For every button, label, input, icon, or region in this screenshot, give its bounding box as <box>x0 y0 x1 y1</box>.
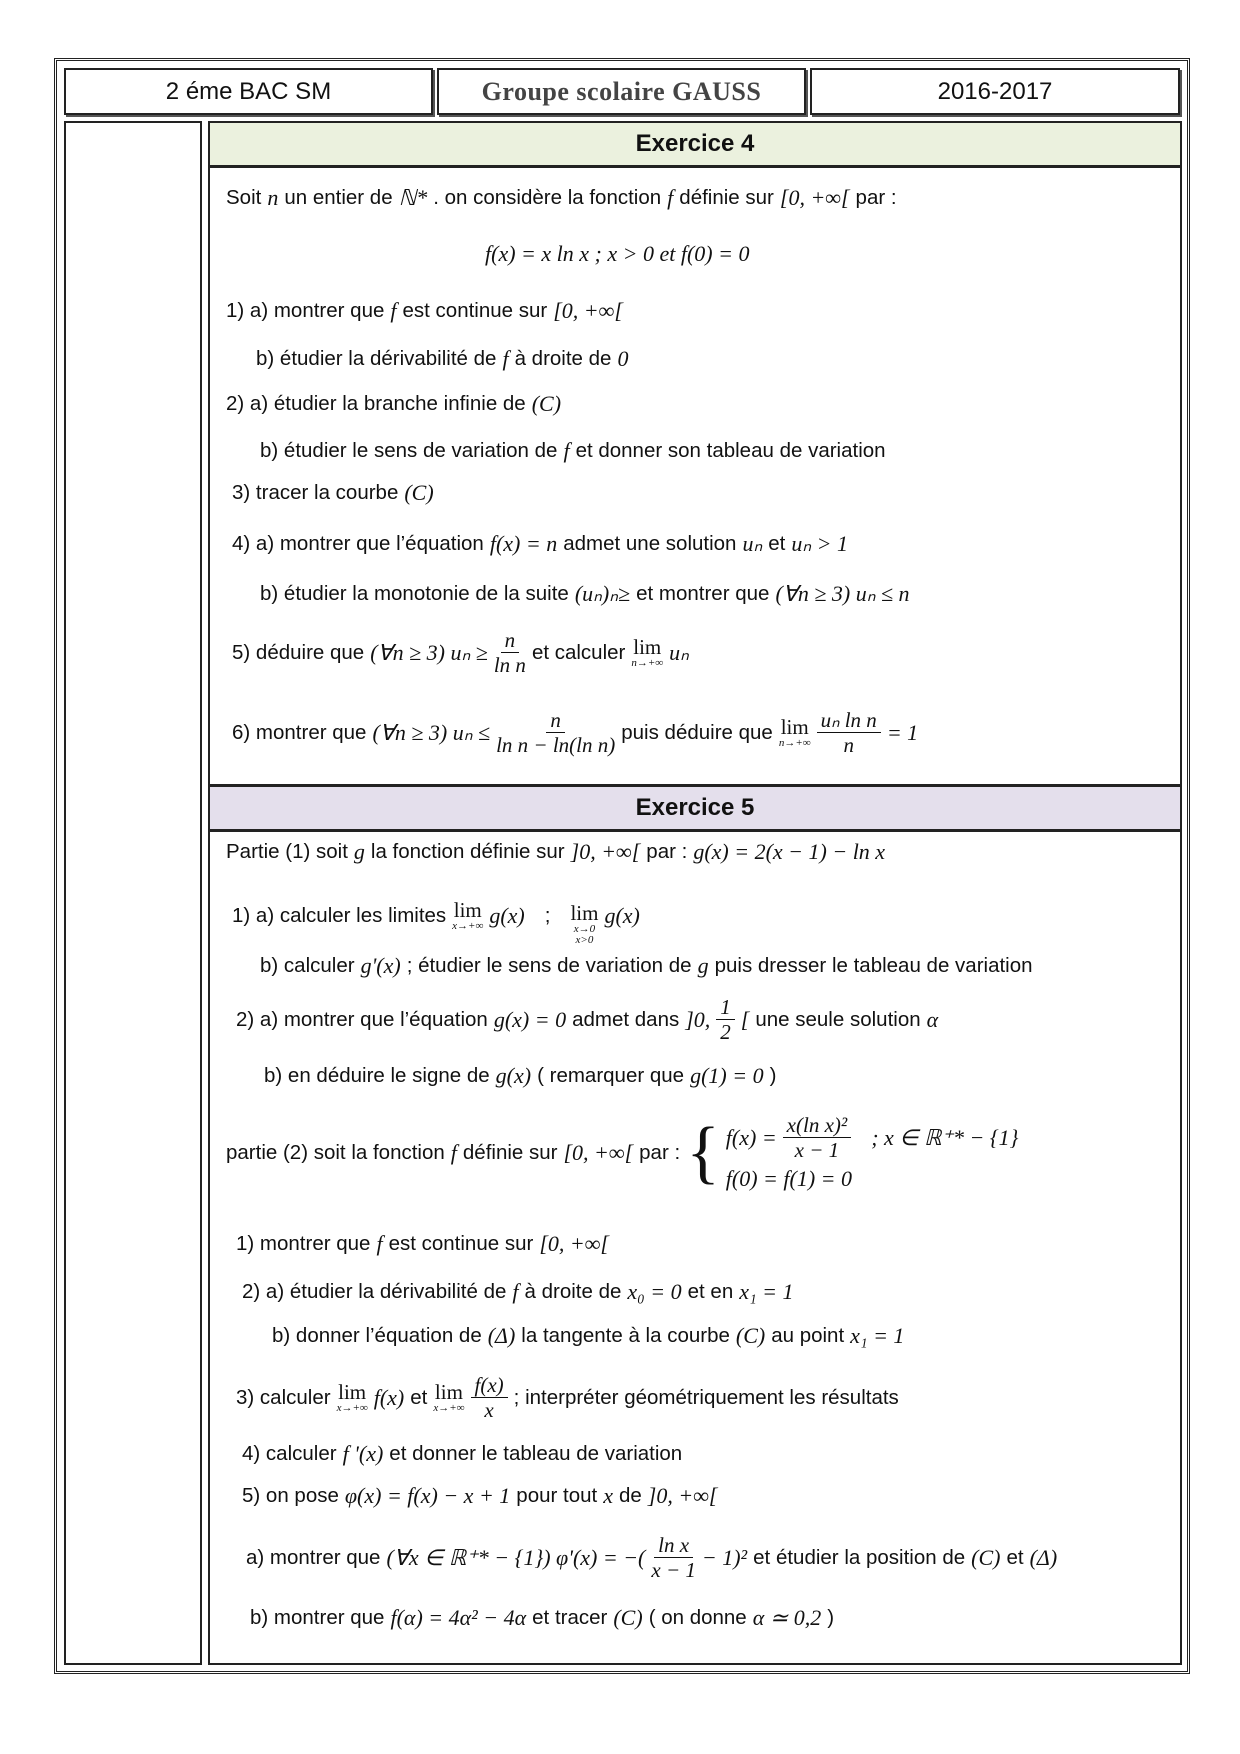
ex4-q1a <box>226 298 623 324</box>
math: f <box>512 1279 519 1304</box>
text: une seule solution <box>755 1007 921 1031</box>
text: par : <box>855 186 897 209</box>
ex4-q4b <box>260 581 910 607</box>
math: [ <box>740 1006 750 1032</box>
math: x₀ = 0 <box>627 1279 682 1304</box>
text: et <box>768 532 786 555</box>
text: b) calculer <box>260 954 355 977</box>
text: la tangente à la courbe <box>521 1324 730 1347</box>
text: pour tout <box>516 1484 598 1507</box>
math: (C) <box>971 1544 1001 1570</box>
limit <box>433 1379 465 1414</box>
numerator: x(ln x)² <box>783 1113 852 1138</box>
exercises-panel <box>208 121 1182 1665</box>
text: 3) tracer la courbe <box>232 481 399 504</box>
ex4-q2b <box>260 438 886 464</box>
math: f <box>563 438 570 463</box>
math: (C) <box>613 1605 643 1630</box>
lim: lim <box>453 897 482 922</box>
brace: { <box>686 1113 720 1191</box>
text: 1) a) calculer les limites <box>232 903 447 927</box>
lim: lim <box>780 714 809 739</box>
limit <box>778 714 811 749</box>
denominator: x − 1 <box>794 1138 840 1163</box>
math: − 1)² <box>701 1544 748 1570</box>
text: à droite de <box>524 1280 622 1303</box>
ex5-r2b <box>272 1323 904 1349</box>
text: 6) montrer que <box>232 720 367 744</box>
ex5-r3 <box>236 1373 899 1422</box>
math: ]0, +∞[ <box>570 839 641 864</box>
numerator: f(x) <box>471 1373 508 1398</box>
text: . on considère la fonction <box>433 186 662 209</box>
school-name <box>437 68 806 115</box>
text: ; <box>544 903 551 927</box>
limit <box>570 903 598 946</box>
numerator: n <box>546 708 565 733</box>
ex4-q4a <box>232 531 848 557</box>
math: (∀n ≥ 3) uₙ ≤ <box>372 719 491 745</box>
limit <box>452 897 484 932</box>
lim-sub: x→+∞ <box>433 1401 465 1414</box>
text: ; étudier le sens de variation de <box>406 954 692 977</box>
text: et donner son tableau de variation <box>575 439 886 462</box>
ex4-q5 <box>232 628 689 677</box>
ex5-r1 <box>236 1231 609 1257</box>
denominator: ln n <box>493 653 526 678</box>
ex4-q3 <box>232 480 434 506</box>
text: a) montrer que <box>246 1545 381 1569</box>
math: (∀n ≥ 3) uₙ ≥ <box>370 639 488 665</box>
math: [0, +∞[ <box>539 1231 609 1256</box>
case-2: f(0) = f(1) = 0 <box>725 1166 853 1192</box>
text: par : <box>639 1140 681 1164</box>
math: f(x) <box>373 1384 405 1410</box>
text: partie (2) soit la fonction <box>226 1140 445 1164</box>
text: 1) a) montrer que <box>226 299 385 322</box>
text: de <box>618 1484 642 1507</box>
math: φ(x) = f(x) − x + 1 <box>344 1483 511 1508</box>
text: b) étudier le sens de variation de <box>260 439 558 462</box>
text: b) en déduire le signe de <box>264 1064 490 1087</box>
math: uₙ > 1 <box>791 531 848 556</box>
ex5-part2 <box>226 1113 1018 1192</box>
numerator: ln x <box>654 1533 693 1558</box>
ex5-r5b <box>250 1605 834 1631</box>
ex4-q2a <box>226 391 561 417</box>
ex5-r5a <box>246 1533 1057 1582</box>
fraction <box>651 1533 696 1582</box>
text: et donner le tableau de variation <box>389 1442 683 1465</box>
text: ) <box>827 1606 835 1629</box>
math: g(x) <box>604 902 640 928</box>
math: ]0, <box>685 1006 711 1032</box>
text: au point <box>771 1324 845 1347</box>
text: et étudier la position de <box>753 1545 966 1569</box>
denominator: n <box>843 733 854 758</box>
text: 2) a) étudier la dérivabilité de <box>242 1280 507 1303</box>
ex4-definition: f(x) = x ln x ; x > 0 et f(0) = 0 <box>485 241 750 266</box>
math: x₁ = 1 <box>739 1279 794 1304</box>
math: g <box>697 953 709 978</box>
text: 2) a) étudier la branche infinie de <box>226 392 526 415</box>
denominator: 2 <box>720 1020 731 1045</box>
text: à droite de <box>514 347 612 370</box>
math: f(α) = 4α² − 4α <box>390 1605 527 1630</box>
numerator: uₙ ln n <box>817 708 881 733</box>
math: x <box>603 1483 613 1508</box>
lim-sub: x→0 <box>573 923 596 935</box>
math: ; x ∈ ℝ⁺* − {1} <box>871 1124 1019 1150</box>
lim-sub: n→+∞ <box>631 656 664 669</box>
ex4-q1b <box>256 346 628 372</box>
text: 1) montrer que <box>236 1232 371 1255</box>
exercise-5-title: Exercice 5 <box>210 784 1180 832</box>
text: 4) calculer <box>242 1442 337 1465</box>
math: (Δ) <box>1029 1544 1058 1570</box>
ex5-q1a <box>232 885 640 946</box>
text: ( remarquer que <box>537 1064 685 1087</box>
math: f <box>667 185 674 210</box>
math: g'(x) <box>360 953 401 978</box>
numerator: 1 <box>716 995 735 1020</box>
text: est continue sur <box>388 1232 534 1255</box>
math: g(1) = 0 <box>690 1063 764 1088</box>
lim-sub: x>0 <box>575 934 594 946</box>
text: définie sur <box>679 186 774 209</box>
text: b) donner l’équation de <box>272 1324 482 1347</box>
ex5-part1 <box>226 839 885 865</box>
text: un entier de <box>284 186 393 209</box>
math: α <box>926 1006 939 1032</box>
fraction <box>817 708 881 757</box>
math: uₙ <box>742 531 763 556</box>
exercise-4-title: Exercice 4 <box>210 123 1180 168</box>
text: et montrer que <box>636 582 770 605</box>
math: = 1 <box>886 719 919 745</box>
math: (C) <box>404 480 434 505</box>
math: [0, +∞[ <box>779 185 850 210</box>
math: uₙ <box>669 639 689 665</box>
fraction <box>716 995 735 1044</box>
ex5-r4 <box>242 1441 682 1467</box>
lim: lim <box>338 1379 367 1404</box>
text: Partie (1) soit <box>226 840 348 863</box>
ex5-q2b <box>264 1063 776 1089</box>
math: g <box>353 839 365 864</box>
math: ℕ* <box>398 185 428 210</box>
ex5-r2a <box>242 1279 794 1305</box>
text: et <box>1006 1545 1024 1569</box>
school-text: Groupe scolaire GAUSS <box>481 76 762 106</box>
math: (∀n ≥ 3) uₙ ≤ n <box>775 581 910 606</box>
text: et en <box>687 1280 734 1303</box>
math: (C) <box>531 391 562 416</box>
fraction <box>783 1113 852 1162</box>
ex4-intro <box>226 185 897 211</box>
lim-sub: n→+∞ <box>778 736 811 749</box>
text: b) étudier la monotonie de la suite <box>260 582 569 605</box>
text: 2) a) montrer que l’équation <box>236 1007 488 1031</box>
lim: lim <box>570 901 599 925</box>
case-1 <box>726 1113 1019 1162</box>
ex5-r5 <box>242 1483 717 1509</box>
denominator: ln n − ln(ln n) <box>496 733 616 758</box>
math: f <box>450 1139 457 1165</box>
math: f <box>390 298 397 323</box>
text: et calculer <box>531 640 626 664</box>
year-text: 2016-2017 <box>937 77 1053 105</box>
math: x₁ = 1 <box>850 1323 905 1348</box>
lim: lim <box>434 1379 463 1404</box>
numerator: n <box>501 628 520 653</box>
math: g(x) <box>489 902 525 928</box>
piecewise-system <box>726 1113 1019 1192</box>
text: par : <box>646 840 688 863</box>
fraction <box>494 628 526 677</box>
text: admet une solution <box>563 532 737 555</box>
math: α ≃ 0,2 <box>752 1605 822 1630</box>
text: ; interpréter géométriquement les résultats <box>513 1385 899 1409</box>
lim-sub: x→+∞ <box>336 1401 368 1414</box>
ex4-q6 <box>232 708 918 757</box>
text: 4) a) montrer que l’équation <box>232 532 484 555</box>
math: [0, +∞[ <box>563 1139 634 1165</box>
text: puis dresser le tableau de variation <box>714 954 1033 977</box>
text: et tracer <box>532 1606 608 1629</box>
lim-sub: x→+∞ <box>452 919 484 932</box>
fraction <box>471 1373 508 1422</box>
text: ) <box>769 1064 777 1087</box>
lim: lim <box>633 634 662 659</box>
school-year <box>810 68 1180 115</box>
math: f '(x) <box>342 1441 384 1466</box>
math: (uₙ)ₙ≥ <box>574 581 631 606</box>
class-label <box>64 68 433 115</box>
math: (∀x ∈ ℝ⁺* − {1}) φ'(x) = −( <box>386 1544 646 1570</box>
fraction <box>496 708 615 757</box>
denominator: x <box>484 1398 494 1423</box>
text: admet dans <box>572 1007 680 1031</box>
math: g(x) <box>495 1063 532 1088</box>
text: et <box>410 1385 428 1409</box>
text: 5) déduire que <box>232 640 365 664</box>
text: 3) calculer <box>236 1385 331 1409</box>
text: 5) on pose <box>242 1484 339 1507</box>
math: g(x) = 2(x − 1) − ln x <box>693 839 886 864</box>
math: f <box>502 346 509 371</box>
text: ( on donne <box>648 1606 747 1629</box>
math: n <box>267 185 279 210</box>
class-text: 2 éme BAC SM <box>165 77 332 105</box>
text: définie sur <box>462 1140 558 1164</box>
denominator: x − 1 <box>651 1558 696 1583</box>
text: b) étudier la dérivabilité de <box>256 347 497 370</box>
text: b) montrer que <box>250 1606 385 1629</box>
ex5-q2a <box>236 995 938 1044</box>
math: 0 <box>617 346 629 371</box>
margin-column <box>64 121 202 1665</box>
text: est continue sur <box>402 299 548 322</box>
math: g(x) = 0 <box>493 1006 567 1032</box>
math: f(x) = <box>725 1124 777 1150</box>
ex5-q1b <box>260 953 1033 979</box>
math: [0, +∞[ <box>553 298 623 323</box>
math: (Δ) <box>487 1323 516 1348</box>
math: f <box>376 1231 383 1256</box>
math: ]0, +∞[ <box>647 1483 718 1508</box>
math: f(x) = n <box>489 531 558 556</box>
text: la fonction définie sur <box>370 840 565 863</box>
limit <box>631 634 664 669</box>
text: puis déduire que <box>621 720 773 744</box>
limit <box>336 1379 368 1414</box>
text: Soit <box>226 186 262 209</box>
math: (C) <box>735 1323 766 1348</box>
